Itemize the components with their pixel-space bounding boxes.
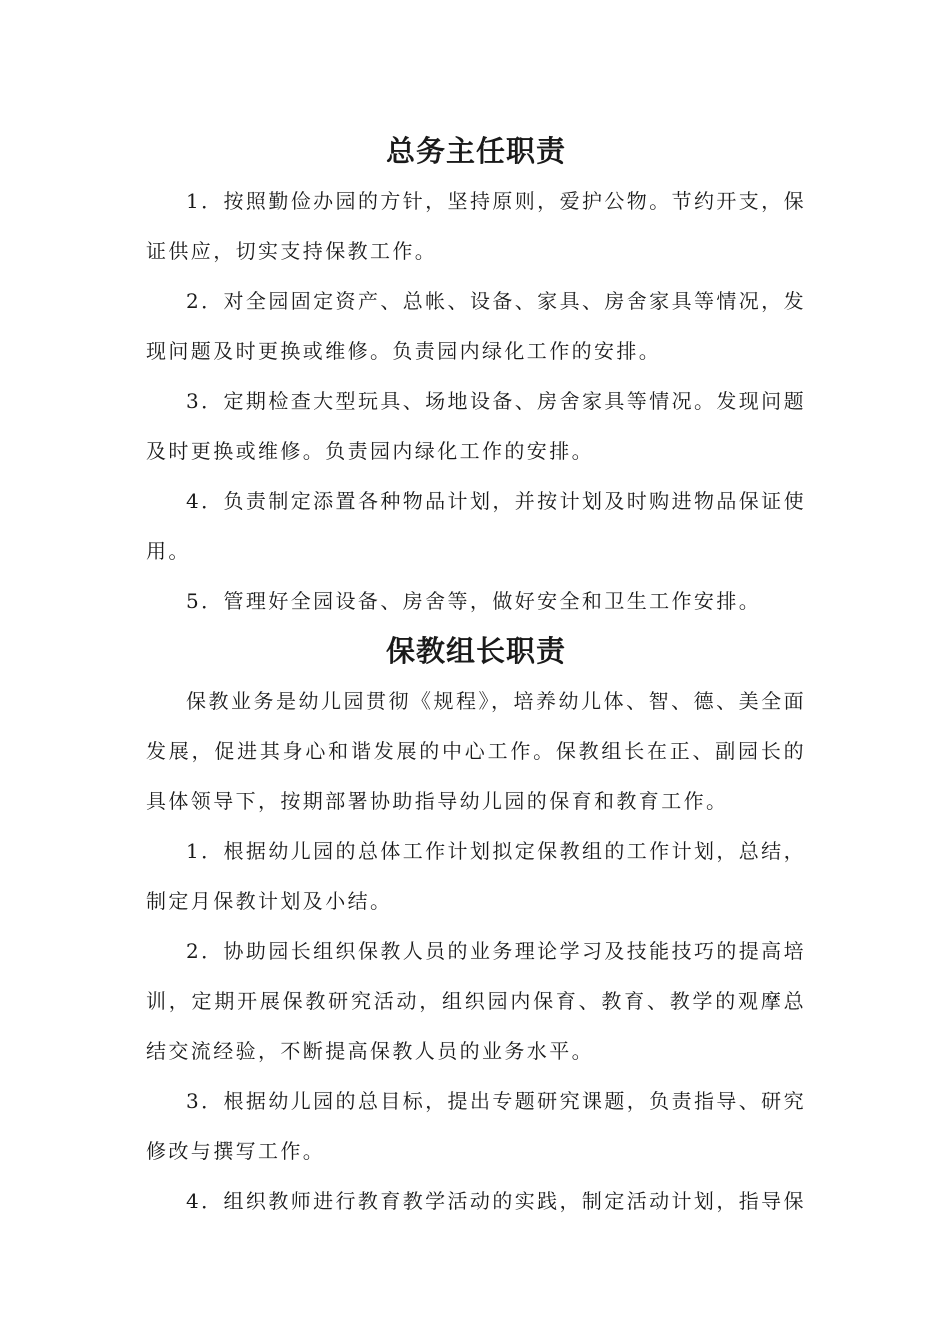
paragraph: 2．对全园固定资产、总帐、设备、家具、房舍家具等情况，发现问题及时更换或维修。负责园内绿化工作的安排。 — [146, 289, 806, 363]
section-title: 保教组长职责 — [385, 634, 566, 668]
paragraph: 5．管理好全园设备、房舍等，做好安全和卫生工作安排。 — [186, 589, 762, 613]
paragraph: 4．负责制定添置各种物品计划，并按计划及时购进物品保证使用。 — [146, 489, 806, 563]
paragraph: 3．根据幼儿园的总目标，提出专题研究课题，负责指导、研究修改与撰写工作。 — [146, 1089, 806, 1163]
section-general-affairs-director — [146, 126, 806, 626]
document-page — [146, 126, 806, 1226]
paragraph: 3．定期检查大型玩具、场地设备、房舍家具等情况。发现问题及时更换或维修。负责园内绿化工作的安排。 — [146, 389, 806, 463]
paragraph: 2．协助园长组织保教人员的业务理论学习及技能技巧的提高培训，定期开展保教研究活动，组织园内保育、教育、教学的观摩总结交流经验，不断提高保教人员的业务水平。 — [146, 939, 806, 1063]
paragraph: 1．根据幼儿园的总体工作计划拟定保教组的工作计划，总结，制定月保教计划及小结。 — [146, 839, 806, 913]
paragraph: 4．组织教师进行教育教学活动的实践，制定活动计划，指导保 — [186, 1189, 806, 1213]
paragraph: 1．按照勤俭办园的方针，坚持原则，爱护公物。节约开支，保证供应，切实支持保教工作。 — [146, 189, 806, 263]
section-care-education-leader — [146, 626, 806, 1226]
paragraph: 保教业务是幼儿园贯彻《规程》，培养幼儿体、智、德、美全面发展，促进其身心和谐发展的中心工作。保教组长在正、副园长的具体领导下，按期部署协助指导幼儿园的保育和教育工作。 — [146, 689, 806, 813]
section-title: 总务主任职责 — [385, 134, 566, 168]
